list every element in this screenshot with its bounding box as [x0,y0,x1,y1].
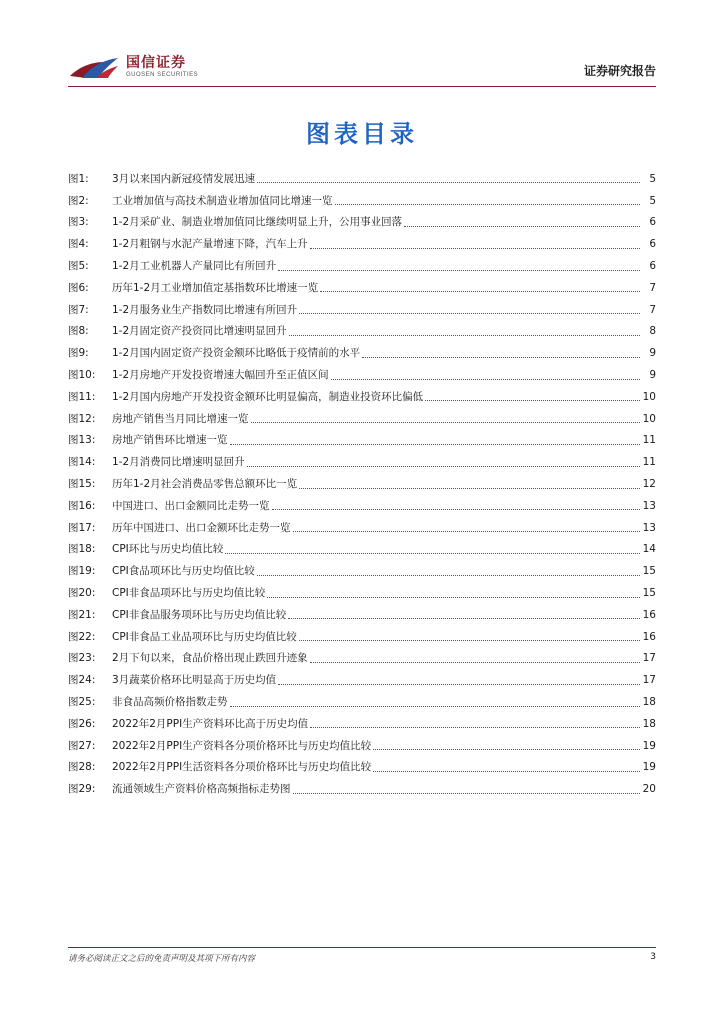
toc-entry-page: 5 [649,172,656,185]
toc-entry[interactable] [68,691,656,713]
toc-entry[interactable] [68,713,656,735]
toc-entry-page: 13 [642,499,656,512]
toc-entry-page: 10 [642,412,656,425]
toc-entry[interactable] [68,430,656,452]
figure-toc-list [68,168,656,800]
toc-entry-page: 19 [642,761,656,774]
toc-entry[interactable] [68,582,656,604]
toc-entry-leader [362,357,640,358]
toc-entry-page: 17 [642,674,656,687]
toc-entry-leader [230,706,641,707]
report-type-label: 证券研究报告 [583,64,656,78]
toc-entry-leader [320,291,640,292]
toc-entry-leader [310,662,640,663]
toc-entry-label: 图26: [68,717,96,730]
toc-entry-label: 图15: [68,478,96,491]
toc-entry-label: 图29: [68,783,96,796]
toc-entry[interactable] [68,778,656,800]
toc-entry-label: 图7: [68,303,89,316]
toc-entry-label: 图24: [68,674,96,687]
toc-entry[interactable] [68,233,656,255]
toc-entry[interactable] [68,277,656,299]
toc-entry-title: CPI环比与历史均值比较 [112,543,224,556]
toc-entry-label: 图22: [68,630,96,643]
toc-entry[interactable] [68,735,656,757]
toc-entry-label: 图10: [68,369,96,382]
toc-entry-title: 工业增加值与高技术制造业增加值同比增速一览 [112,194,333,207]
toc-entry-page: 5 [649,194,656,207]
footer-divider [68,947,656,948]
toc-entry-leader [251,422,641,423]
header-divider [68,86,656,87]
toc-entry[interactable] [68,168,656,190]
toc-entry-leader [373,771,640,772]
toc-entry-leader [257,575,640,576]
toc-entry-page: 16 [642,630,656,643]
toc-entry-leader [272,509,641,510]
toc-entry-page: 7 [649,303,656,316]
toc-entry-label: 图20: [68,587,96,600]
toc-entry-title: 1-2月采矿业、制造业增加值同比继续明显上升，公用事业回落 [112,216,403,229]
toc-entry[interactable] [68,517,656,539]
page-number: 3 [650,952,656,962]
toc-entry-page: 17 [642,652,656,665]
toc-entry-page: 16 [642,608,656,621]
toc-entry-page: 10 [642,390,656,403]
toc-entry-page: 6 [649,260,656,273]
toc-entry-leader [225,553,640,554]
toc-entry-page: 15 [642,565,656,578]
toc-entry-title: CPI非食品服务项环比与历史均值比较 [112,608,287,621]
toc-entry[interactable] [68,190,656,212]
toc-entry-leader [310,727,640,728]
toc-entry-leader [230,444,641,445]
toc-entry-page: 7 [649,281,656,294]
toc-entry-label: 图9: [68,347,89,360]
logo-company-name-en: GUOSEN SECURITIES [126,72,199,78]
toc-entry[interactable] [68,473,656,495]
toc-entry-label: 图16: [68,499,96,512]
toc-entry-page: 9 [649,347,656,360]
toc-entry-label: 图6: [68,281,89,294]
toc-entry-leader [288,618,640,619]
toc-entry-leader [404,226,640,227]
toc-entry[interactable] [68,408,656,430]
toc-entry[interactable] [68,321,656,343]
toc-entry-title: 1-2月服务业生产指数同比增速有所回升 [112,303,298,316]
toc-entry-title: 2022年2月PPI生产资料环比高于历史均值 [112,717,309,730]
toc-entry-page: 14 [642,543,656,556]
footer-disclaimer: 请务必阅读正文之后的免责声明及其项下所有内容 [68,954,256,964]
toc-entry-title: 2月下旬以来，食品价格出现止跌回升迹象 [112,652,308,665]
toc-entry-label: 图19: [68,565,96,578]
toc-entry-title: 2022年2月PPI生产资料各分项价格环比与历史均值比较 [112,739,372,752]
toc-entry-page: 18 [642,696,656,709]
toc-entry-page: 18 [642,717,656,730]
toc-entry-leader [299,313,640,314]
toc-entry-leader [331,379,640,380]
toc-entry-label: 图17: [68,521,96,534]
toc-entry-title: 非食品高频价格指数走势 [112,696,228,709]
toc-entry-title: CPI非食品项环比与历史均值比较 [112,587,266,600]
toc-entry-leader [289,335,640,336]
guosen-logo-mark-icon [68,52,120,82]
toc-entry-label: 图8: [68,325,89,338]
toc-entry[interactable] [68,495,656,517]
toc-entry-leader [373,749,640,750]
toc-entry-leader [267,597,640,598]
toc-entry-label: 图13: [68,434,96,447]
toc-entry-page: 6 [649,238,656,251]
toc-entry[interactable] [68,299,656,321]
toc-entry-title: 1-2月固定资产投资同比增速明显回升 [112,325,287,338]
toc-entry-label: 图27: [68,739,96,752]
toc-entry[interactable] [68,626,656,648]
toc-entry-title: 1-2月工业机器人产量同比有所回升 [112,260,277,273]
toc-entry-label: 图3: [68,216,89,229]
toc-entry[interactable] [68,255,656,277]
toc-entry-label: 图2: [68,194,89,207]
guosen-logo [68,50,218,84]
toc-entry-title: 1-2月国内房地产开发投资金额环比明显偏高，制造业投资环比偏低 [112,390,424,403]
toc-entry-page: 12 [642,478,656,491]
toc-entry-leader [278,270,640,271]
toc-entry-leader [310,248,640,249]
toc-entry[interactable] [68,342,656,364]
toc-entry-label: 图12: [68,412,96,425]
logo-company-name: 国信证券 [126,55,186,71]
toc-entry-label: 图11: [68,390,96,403]
toc-entry-page: 20 [642,783,656,796]
toc-entry-title: 历年中国进口、出口金额环比走势一览 [112,521,291,534]
toc-entry[interactable] [68,669,656,691]
toc-entry-title: 房地产销售当月同比增速一览 [112,412,249,425]
toc-entry-title: 3月蔬菜价格环比明显高于历史均值 [112,674,277,687]
toc-entry[interactable] [68,212,656,234]
toc-entry[interactable] [68,539,656,561]
toc-entry[interactable] [68,648,656,670]
toc-entry-title: 1-2月消费同比增速明显回升 [112,456,245,469]
toc-entry-page: 15 [642,587,656,600]
toc-entry-leader [257,182,640,183]
toc-entry-title: 1-2月房地产开发投资增速大幅回升至正值区间 [112,369,329,382]
toc-entry[interactable] [68,451,656,473]
toc-entry-leader [425,400,640,401]
toc-entry-title: 历年1-2月工业增加值定基指数环比增速一览 [112,281,319,294]
toc-entry-page: 8 [649,325,656,338]
toc-entry-label: 图21: [68,608,96,621]
toc-entry-title: 3月以来国内新冠疫情发展迅速 [112,172,256,185]
toc-entry-title: 2022年2月PPI生活资料各分项价格环比与历史均值比较 [112,761,372,774]
toc-entry[interactable] [68,386,656,408]
toc-entry-page: 13 [642,521,656,534]
toc-entry-label: 图1: [68,172,89,185]
toc-entry-title: CPI非食品工业品项环比与历史均值比较 [112,630,297,643]
toc-entry-title: 1-2月国内固定资产投资金额环比略低于疫情前的水平 [112,347,361,360]
toc-entry-leader [293,531,641,532]
toc-entry-title: 中国进口、出口金额同比走势一览 [112,499,270,512]
toc-entry-label: 图28: [68,761,96,774]
toc-entry-label: 图23: [68,652,96,665]
page-title: 图表目录 [306,120,418,148]
toc-entry-page: 11 [642,456,656,469]
toc-entry-page: 9 [649,369,656,382]
page-header [68,48,656,88]
toc-entry-title: 1-2月粗钢与水泥产量增速下降，汽车上升 [112,238,308,251]
toc-entry-leader [293,793,641,794]
toc-entry[interactable] [68,757,656,779]
toc-entry[interactable] [68,604,656,626]
toc-entry-title: 流通领域生产资料价格高频指标走势图 [112,783,291,796]
toc-entry-page: 11 [642,434,656,447]
toc-entry-leader [299,488,640,489]
toc-entry[interactable] [68,560,656,582]
toc-entry-title: 历年1-2月社会消费品零售总额环比一览 [112,478,298,491]
toc-entry-title: CPI食品项环比与历史均值比较 [112,565,255,578]
toc-entry-label: 图14: [68,456,96,469]
toc-entry-leader [299,640,640,641]
toc-entry[interactable] [68,364,656,386]
toc-entry-label: 图18: [68,543,96,556]
toc-entry-label: 图25: [68,696,96,709]
toc-entry-page: 6 [649,216,656,229]
toc-entry-label: 图4: [68,238,89,251]
toc-entry-leader [247,466,640,467]
toc-entry-title: 房地产销售环比增速一览 [112,434,228,447]
toc-entry-page: 19 [642,739,656,752]
toc-entry-leader [335,204,641,205]
toc-entry-leader [278,684,640,685]
toc-entry-label: 图5: [68,260,89,273]
